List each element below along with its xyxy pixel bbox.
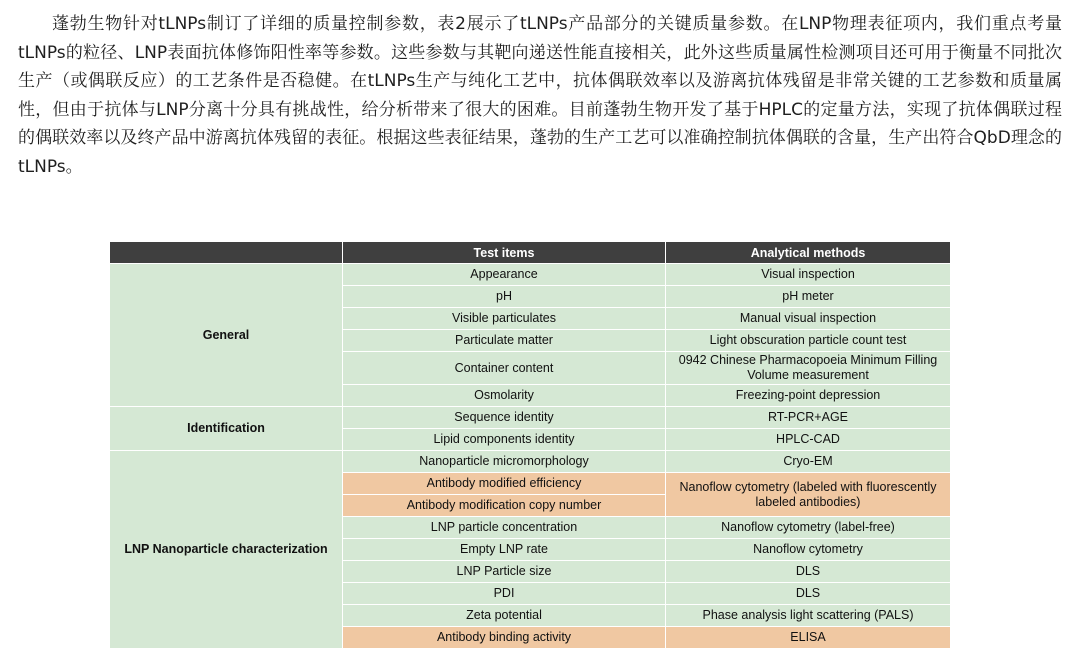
table-header-row <box>110 242 951 264</box>
test-item-cell: Visible particulates <box>343 308 666 330</box>
method-cell: Cryo-EM <box>666 451 951 473</box>
group-lnp-characterization: LNP Nanoparticle characterization <box>110 451 343 649</box>
method-cell: Light obscuration particle count test <box>666 330 951 352</box>
table-row <box>110 407 951 429</box>
test-item-cell: Appearance <box>343 264 666 286</box>
method-cell: Freezing-point depression <box>666 385 951 407</box>
test-item-cell: Antibody modification copy number <box>343 495 666 517</box>
header-test-items: Test items <box>343 242 666 264</box>
method-cell: 0942 Chinese Pharmacopoeia Minimum Filling Volume measurement <box>666 352 951 385</box>
test-item-cell: Osmolarity <box>343 385 666 407</box>
group-identification: Identification <box>110 407 343 451</box>
test-item-cell: Zeta potential <box>343 605 666 627</box>
table-row <box>110 264 951 286</box>
test-item-cell: pH <box>343 286 666 308</box>
table-row <box>110 451 951 473</box>
method-cell: Nanoflow cytometry (labeled with fluorescently labeled antibodies) <box>666 473 951 517</box>
group-general: General <box>110 264 343 407</box>
method-cell: ELISA <box>666 627 951 649</box>
method-cell: HPLC-CAD <box>666 429 951 451</box>
method-cell: RT-PCR+AGE <box>666 407 951 429</box>
test-item-cell: Sequence identity <box>343 407 666 429</box>
test-item-cell: LNP Particle size <box>343 561 666 583</box>
test-item-cell: Lipid components identity <box>343 429 666 451</box>
method-cell: pH meter <box>666 286 951 308</box>
test-item-cell: Particulate matter <box>343 330 666 352</box>
method-cell: DLS <box>666 561 951 583</box>
test-item-cell: Container content <box>343 352 666 385</box>
method-cell: Manual visual inspection <box>666 308 951 330</box>
method-cell: Nanoflow cytometry <box>666 539 951 561</box>
test-item-cell: Empty LNP rate <box>343 539 666 561</box>
test-item-cell: Antibody binding activity <box>343 627 666 649</box>
method-cell: Phase analysis light scattering (PALS) <box>666 605 951 627</box>
test-item-cell: Nanoparticle micromorphology <box>343 451 666 473</box>
header-category <box>110 242 343 264</box>
method-cell: Visual inspection <box>666 264 951 286</box>
intro-paragraph: 蓬勃生物针对tLNPs制订了详细的质量控制参数，表2展示了tLNPs产品部分的关键质量参数。在LNP物理表征项内，我们重点考量tLNPs的粒径、LNP表面抗体修饰阳性率等参数。这些参数与其靶向递送性能直接相关，此外这些质量属性检测项目还可用于衡量不同批次生产（或偶联反应）的工艺条件是否稳健。在tLNPs生产与纯化工艺中，抗体偶联效率以及游离抗体残留是非常关键的工艺参数和质量属性，但由于抗体与LNP分离十分具有挑战性，给分析带来了很大的困难。目前蓬勃生物开发了基于HPLC的定量方法，实现了抗体偶联过程的偶联效率以及终产品中游离抗体残留的表征。根据这些表征结果，蓬勃的生产工艺可以准确控制抗体偶联的含量，生产出符合QbD理念的tLNPs。 <box>18 14 1062 177</box>
test-item-cell: LNP particle concentration <box>343 517 666 539</box>
test-item-cell: Antibody modified efficiency <box>343 473 666 495</box>
method-cell: Nanoflow cytometry (label-free) <box>666 517 951 539</box>
method-cell: DLS <box>666 583 951 605</box>
header-analytical-methods: Analytical methods <box>666 242 951 264</box>
test-item-cell: PDI <box>343 583 666 605</box>
quality-parameters-table <box>109 241 951 649</box>
